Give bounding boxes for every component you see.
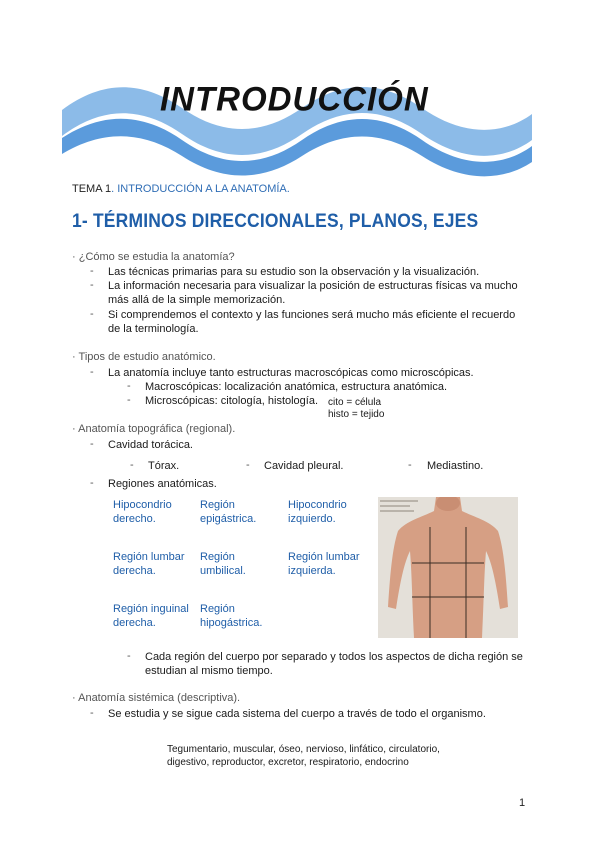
tipos-bullet: La anatomía incluye tanto estructuras macroscópicas como microscópicas. — [108, 367, 474, 379]
page-title: INTRODUCCIÓN — [160, 79, 429, 118]
tema-line — [72, 183, 290, 195]
tipos-sub-1: Macroscópicas: localización anatómica, estructura anatómica. — [145, 381, 448, 393]
tema-label: TEMA 1 — [72, 183, 112, 195]
region-hipogastrica — [200, 602, 262, 630]
como-bullet-1: Las técnicas primarias para su estudio son la observación y la visualización. — [108, 266, 480, 278]
region-line: Región lumbar — [113, 551, 185, 563]
tipos-sub-2: Microscópicas: citología, histología. — [145, 395, 319, 407]
region-line: hipogástrica. — [200, 617, 263, 629]
note-cito: cito = célula — [328, 397, 382, 408]
region-line: epigástrica. — [200, 513, 257, 525]
region-note-2: estudian al mismo tiempo. — [145, 665, 273, 677]
cavidad-mediastino: Mediastino. — [427, 460, 484, 472]
bullet-dash: - — [408, 459, 412, 471]
region-epigastrica — [200, 498, 256, 526]
como-bullet-2b: más allá de la simple memorización. — [108, 294, 286, 306]
bullet-dash: - — [127, 394, 131, 406]
systems-line-2: digestivo, reproductor, excretor, respiratorio, endocrino — [167, 757, 409, 768]
region-umbilical — [200, 550, 246, 578]
note-histo: histo = tejido — [328, 409, 385, 420]
region-hipocondrio-izquierdo — [288, 498, 347, 526]
systems-line-1: Tegumentario, muscular, óseo, nervioso, linfático, circulatorio, — [167, 744, 440, 755]
bullet-dash: - — [90, 438, 94, 450]
como-bullet-3b: de la terminología. — [108, 323, 199, 335]
region-line: derecho. — [113, 513, 156, 525]
bullet-dash: - — [90, 265, 94, 277]
como-bullet-3a: Si comprendemos el contexto y las funciones será mucho más eficiente el recuerdo — [108, 309, 516, 321]
bullet-dash: - — [90, 279, 94, 291]
region-line: Hipocondrio — [113, 499, 172, 511]
region-line: derecha. — [113, 617, 156, 629]
region-line: Región inguinal — [113, 603, 189, 615]
tipos-title: · Tipos de estudio anatómico. — [72, 351, 216, 363]
region-hipocondrio-derecho — [113, 498, 172, 526]
bullet-dash: - — [130, 459, 134, 471]
region-note-1: Cada región del cuerpo por separado y todos los aspectos de dicha región se — [145, 651, 523, 663]
como-bullet-2a: La información necesaria para visualizar la posición de estructuras físicas va mucho — [108, 280, 518, 292]
tema-text: . INTRODUCCIÓN A LA ANATOMÍA. — [111, 183, 290, 195]
cavidad-pleural: Cavidad pleural. — [264, 460, 344, 472]
cavidad-bullet: Cavidad torácica. — [108, 439, 193, 451]
region-line: derecha. — [113, 565, 156, 577]
como-title: · ¿Cómo se estudia la anatomía? — [72, 251, 235, 263]
bullet-dash: - — [90, 366, 94, 378]
region-lumbar-izquierda — [288, 550, 360, 578]
sistemica-title: · Anatomía sistémica (descriptiva). — [72, 692, 241, 704]
cavidad-torax: Tórax. — [148, 460, 180, 472]
section-heading: 1- TÉRMINOS DIRECCIONALES, PLANOS, EJES — [72, 211, 479, 232]
bullet-dash: - — [127, 650, 131, 662]
region-inguinal-derecha — [113, 602, 189, 630]
torso-regions-image — [378, 497, 518, 638]
region-line: Región — [200, 551, 235, 563]
region-line: izquierdo. — [288, 513, 336, 525]
sistemica-bullet: Se estudia y se sigue cada sistema del cuerpo a través de todo el organismo. — [108, 708, 486, 720]
bullet-dash: - — [246, 459, 250, 471]
region-line: Hipocondrio — [288, 499, 347, 511]
bullet-dash: - — [90, 707, 94, 719]
bullet-dash: - — [90, 477, 94, 489]
regiones-bullet: Regiones anatómicas. — [108, 478, 217, 490]
bullet-dash: - — [127, 380, 131, 392]
bullet-dash: - — [90, 308, 94, 320]
region-line: izquierda. — [288, 565, 336, 577]
region-lumbar-derecha — [113, 550, 185, 578]
region-line: Región lumbar — [288, 551, 360, 563]
region-line: Región — [200, 499, 235, 511]
region-line: Región — [200, 603, 235, 615]
region-line: umbilical. — [200, 565, 246, 577]
page-number: 1 — [519, 797, 526, 809]
topografica-title: · Anatomía topográfica (regional). — [72, 423, 236, 435]
